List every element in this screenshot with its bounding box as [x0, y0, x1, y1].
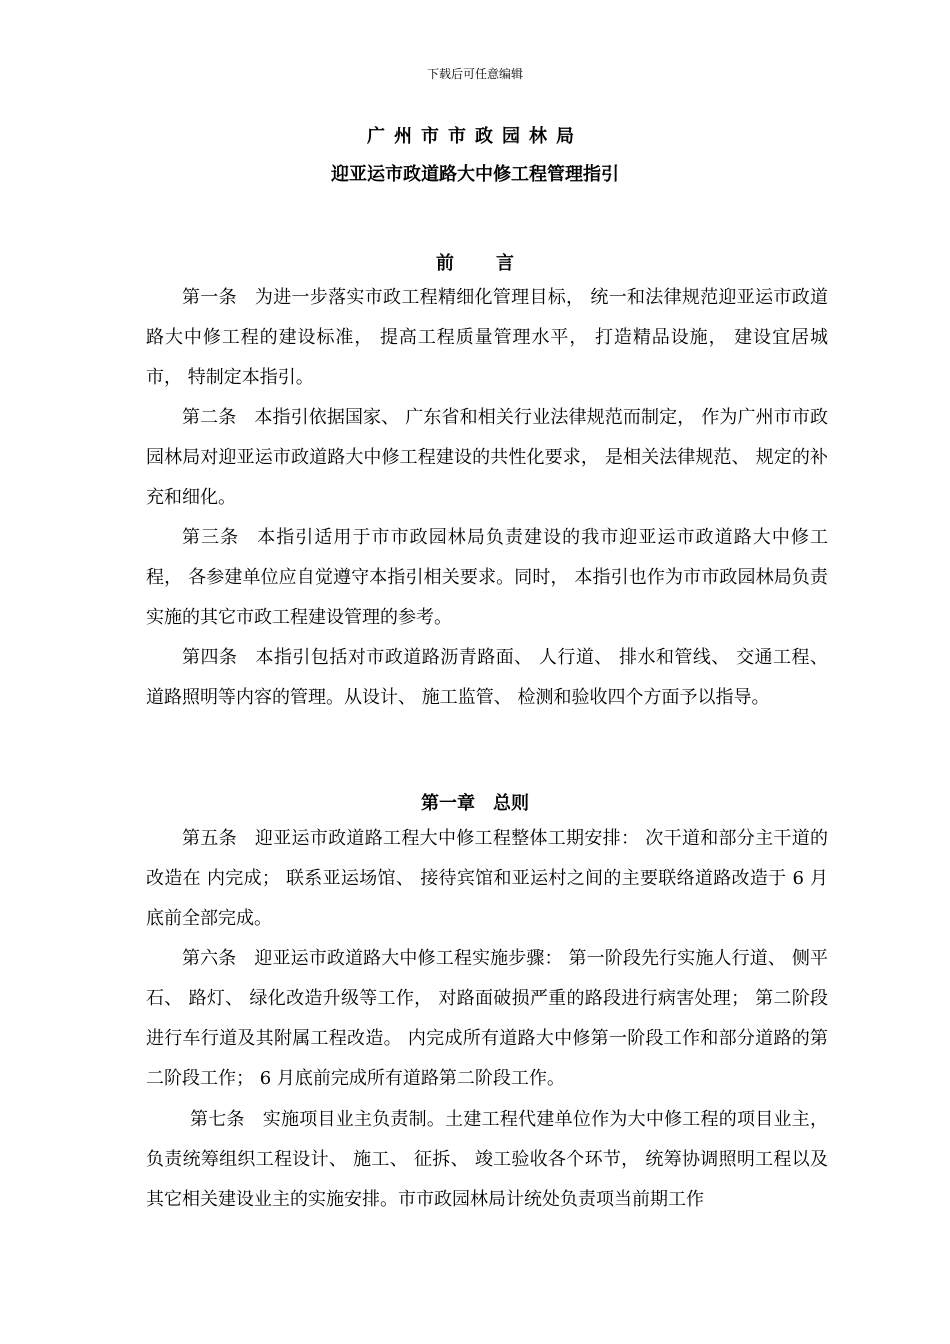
article-label: 第四条 [182, 647, 238, 668]
article-label: 第六条 [182, 948, 237, 969]
chapter-1-heading: 第一章 总则 [421, 793, 529, 814]
document-title-main: 迎亚运市政道路大中修工程管理指引 [331, 164, 619, 185]
article-2 [146, 398, 828, 518]
article-4 [146, 638, 828, 718]
article-label: 第一条 [182, 287, 237, 308]
article-label: 第三条 [182, 527, 240, 548]
article-label: 第五条 [182, 828, 237, 849]
article-text: 本指引依据国家、 广东省和相关行业法律规范而制定， 作为广州市市政园林局对迎亚运市政道路大中修工程建设的共性化要求， 是相关法律规范、 规定的补充和细化。 [146, 407, 828, 508]
article-text: 实施项目业主负责制。土建工程代建单位作为大中修工程的项目业主， 负责统筹组织工程设计、 施工、 征拆、 竣工验收各个环节， 统筹协调照明工程以及其它相关建设业主的实施安排。市市政园林局计统处负责项当前期工作 [146, 1109, 829, 1210]
article-label: 第二条 [182, 407, 237, 428]
article-text: 本指引包括对市政道路沥青路面、 人行道、 排水和管线、 交通工程、 道路照明等内容的管理。从设计、 施工监管、 检测和验收四个方面予以指导。 [146, 647, 829, 708]
article-text: 为进一步落实市政工程精细化管理目标， 统一和法律规范迎亚运市政道路大中修工程的建设标准， 提高工程质量管理水平， 打造精品设施， 建设宜居城市， 特制定本指引。 [146, 287, 829, 388]
document-title-org: 广州市市政园林局 [367, 126, 583, 147]
header-note: 下载后可任意编辑 [426, 67, 523, 81]
article-1 [146, 278, 828, 398]
article-6 [146, 939, 828, 1099]
article-3 [146, 518, 828, 638]
article-text: 迎亚运市政道路大中修工程实施步骤： 第一阶段先行实施人行道、 侧平石、 路灯、 绿化改造升级等工作， 对路面破损严重的路段进行病害处理； 第二阶段进行车行道及其附属工程改造。 内完成所有道路大中修第一阶段工作和部分道路的第二阶段工作； 6 月底前完成所有道路第二阶段工作。 [146, 948, 828, 1089]
article-text: 本指引适用于市市政园林局负责建设的我市迎亚运市政道路大中修工程， 各参建单位应自觉遵守本指引相关要求。同时， 本指引也作为市市政园林局负责实施的其它市政工程建设管理的参考。 [146, 527, 828, 628]
preface-heading: 前言 [436, 253, 556, 274]
article-7 [146, 1100, 828, 1220]
article-label: 第七条 [190, 1109, 245, 1130]
article-text: 迎亚运市政道路工程大中修工程整体工期安排： 次干道和部分主干道的改造在 内完成； 联系亚运场馆、 接待宾馆和亚运村之间的主要联络道路改造于 6 月底前全部完成。 [146, 828, 829, 929]
article-5 [146, 819, 828, 939]
